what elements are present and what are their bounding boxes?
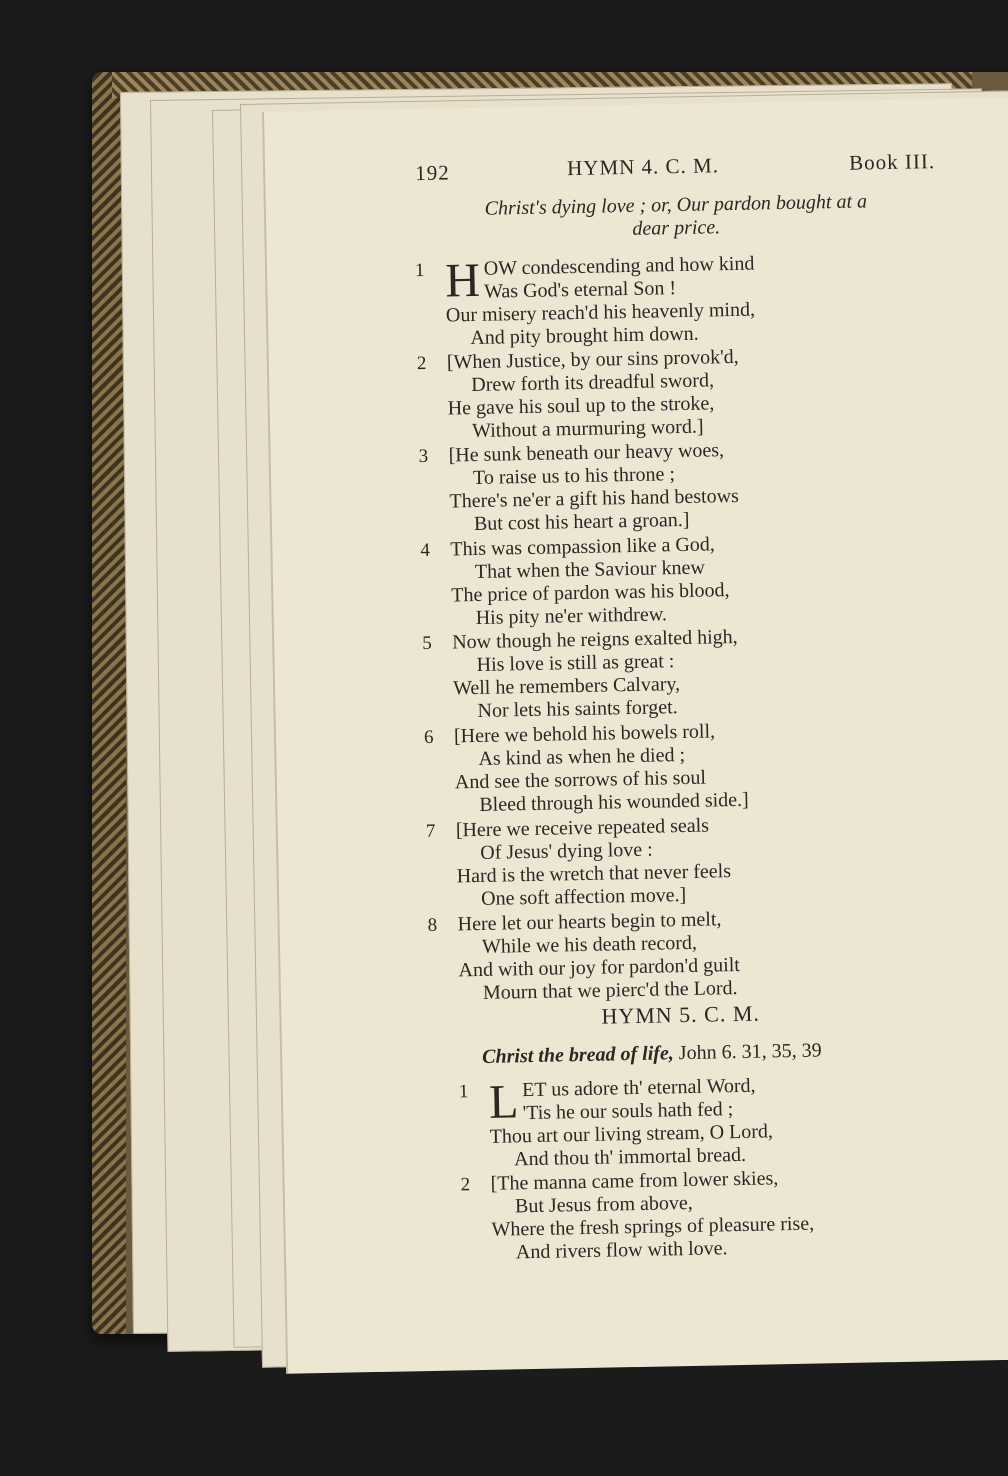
- running-head: [414, 149, 936, 186]
- drop-cap: H: [444, 253, 481, 308]
- subtitle-line: Christ's dying love ; or, Our pardon bought at a: [484, 190, 868, 220]
- verse-line: Without a murmuring word.]: [471, 415, 704, 443]
- verse-line: Our misery reach'd his heavenly mind,: [445, 298, 756, 327]
- stanza: [423, 715, 988, 818]
- page-number: 192: [414, 160, 450, 186]
- stanza: [422, 528, 984, 631]
- verse-line: Hard is the wretch that never feels: [456, 860, 732, 888]
- hymn-title: HYMN 4. C. M.: [566, 153, 720, 181]
- verse-line: 'Tis he our souls hath fed ;: [522, 1098, 734, 1125]
- verse-line: Was God's eternal Son !: [483, 277, 677, 303]
- stanza: [416, 341, 981, 444]
- stanza: [420, 434, 982, 537]
- verse-line: Of Jesus' dying love :: [480, 838, 653, 864]
- stanza: [425, 809, 990, 912]
- verse-line: There's ne'er a gift his hand bestows: [449, 484, 740, 513]
- stanza: [458, 1070, 1008, 1173]
- stanza-number: 8: [427, 914, 438, 936]
- verse-line: His love is still as great :: [476, 650, 675, 676]
- verse-line: But Jesus from above,: [514, 1191, 693, 1218]
- verse-line: And pity brought him down.: [470, 322, 699, 350]
- subtitle-italic: Christ the bread of life,: [481, 1042, 675, 1068]
- scripture-reference: John 6. 31, 35, 39: [673, 1039, 822, 1065]
- stanza-number: 7: [425, 820, 436, 842]
- verse-line: Here let our hearts begin to melt,: [457, 908, 722, 936]
- stanza-number: 2: [460, 1174, 471, 1196]
- hymn-subtitle: [482, 1039, 822, 1069]
- verse-line: Well he remembers Calvary,: [452, 673, 681, 700]
- stanza: [429, 903, 991, 1006]
- verse-line: Thou art our living stream, O Lord,: [489, 1120, 774, 1148]
- verse-line: ET us adore th' eternal Word,: [521, 1074, 756, 1102]
- hymn-heading: HYMN 5. C. M.: [601, 1000, 761, 1029]
- verse-line: The price of pardon was his blood,: [451, 579, 730, 607]
- verse-line: [The manna came from lower skies,: [490, 1167, 779, 1195]
- verse-line: He gave his soul up to the stroke,: [447, 392, 715, 420]
- stanza-number: 1: [414, 259, 425, 282]
- verse-line: And with our joy for pardon'd guilt: [458, 953, 741, 982]
- verse-line: Bleed through his wounded side.]: [479, 788, 749, 816]
- stanza-number: 6: [423, 726, 434, 749]
- verse-line: Nor lets his saints forget.: [477, 696, 678, 722]
- verse-line: [When Justice, by our sins provok'd,: [446, 345, 739, 374]
- verse-line: [Here we behold his bowels roll,: [453, 720, 716, 748]
- stanza-number: 4: [420, 539, 431, 562]
- stanza-number: 3: [418, 445, 429, 468]
- verse-line: Mourn that we pierc'd the Lord.: [482, 977, 738, 1004]
- stanza-number: 5: [422, 632, 432, 655]
- stanza-number: 1: [458, 1081, 469, 1103]
- book-label: Book III.: [848, 149, 936, 175]
- book-page: [262, 97, 1008, 1373]
- verse-line: This was compassion like a God,: [450, 533, 716, 561]
- verse-line: [Here we receive repeated seals: [455, 814, 710, 842]
- verse-line: And see the sorrows of his soul: [454, 766, 707, 794]
- verse-line: While we his death record,: [481, 931, 698, 958]
- subtitle-line: dear price.: [632, 216, 721, 240]
- verse-line: To raise us to his throne ;: [472, 463, 676, 490]
- verse-line: And thou th' immortal bread.: [513, 1143, 747, 1171]
- verse-line: Now though he reigns exalted high,: [452, 625, 738, 654]
- verse-line: That when the Saviour knew: [474, 556, 705, 583]
- verse-line: His pity ne'er withdrew.: [475, 603, 668, 629]
- verse-line: One soft affection move.]: [480, 884, 687, 910]
- stanza: [462, 1163, 1008, 1266]
- verse-line: And rivers flow with love.: [515, 1237, 728, 1264]
- stanza: [424, 621, 986, 724]
- hymn-subtitle: [416, 189, 937, 245]
- verse-line: As kind as when he died ;: [478, 743, 686, 770]
- verse-line: But cost his heart a groan.]: [473, 508, 690, 536]
- stanza-number: 2: [416, 352, 427, 375]
- stanza: [414, 248, 979, 351]
- drop-cap: L: [488, 1075, 519, 1129]
- verse-line: Where the fresh springs of pleasure rise,: [491, 1212, 815, 1241]
- verse-line: [He sunk beneath our heavy woes,: [448, 439, 725, 467]
- verse-line: OW condescending and how kind: [483, 252, 755, 280]
- verse-line: Drew forth its dreadful sword,: [471, 369, 715, 397]
